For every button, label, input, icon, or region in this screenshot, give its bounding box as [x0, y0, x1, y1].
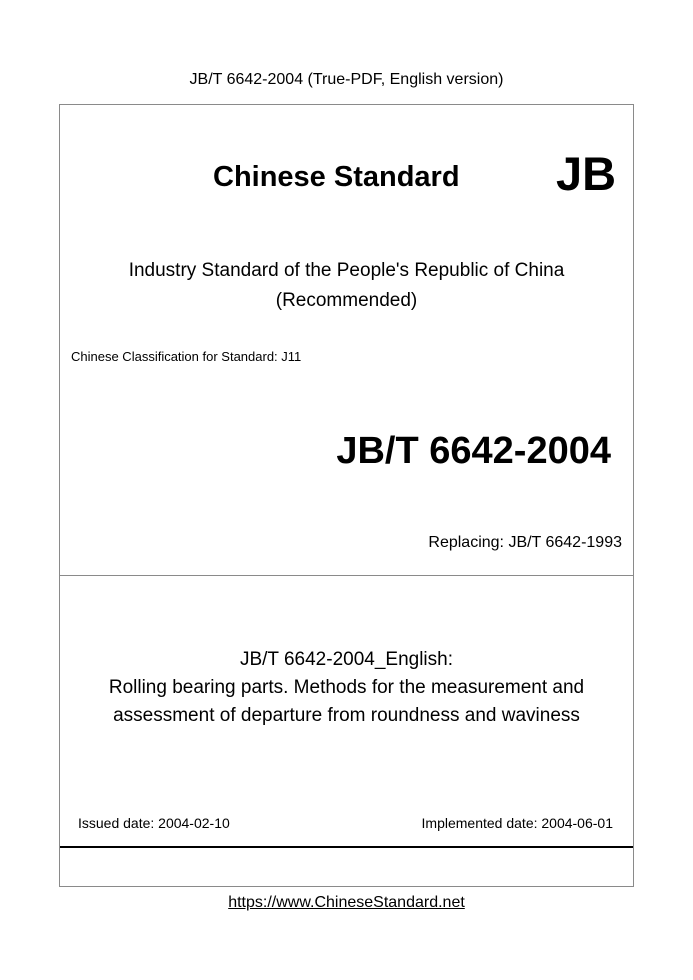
english-title-line-1: JB/T 6642-2004_English: [239, 649, 454, 670]
issued-date: Issued date: 2004-02-10 [78, 815, 230, 831]
replacing-note: Replacing: JB/T 6642-1993 [428, 534, 622, 551]
cover-frame [59, 104, 634, 887]
industry-line-1: Industry Standard of the People's Republic of China [128, 260, 565, 281]
english-title [60, 646, 633, 730]
document-header: JB/T 6642-2004 (True-PDF, English version) [189, 71, 504, 88]
bottom-divider [60, 846, 633, 848]
standard-number: JB/T 6642-2004 [336, 430, 611, 472]
title-row [60, 147, 633, 207]
footer [0, 893, 693, 913]
section-divider [60, 575, 633, 576]
english-title-line-2: Rolling bearing parts. Methods for the measurement and [108, 677, 585, 698]
website-link[interactable]: https://www.ChineseStandard.net [228, 894, 465, 911]
industry-standard-heading [60, 256, 633, 316]
english-title-line-3: assessment of departure from roundness and waviness [113, 705, 580, 726]
industry-line-2: (Recommended) [275, 290, 418, 311]
jb-mark: JB [556, 147, 617, 200]
classification-label: Chinese Classification for Standard: J11 [71, 349, 302, 364]
implemented-date: Implemented date: 2004-06-01 [421, 815, 613, 831]
cover-title: Chinese Standard [213, 161, 460, 193]
